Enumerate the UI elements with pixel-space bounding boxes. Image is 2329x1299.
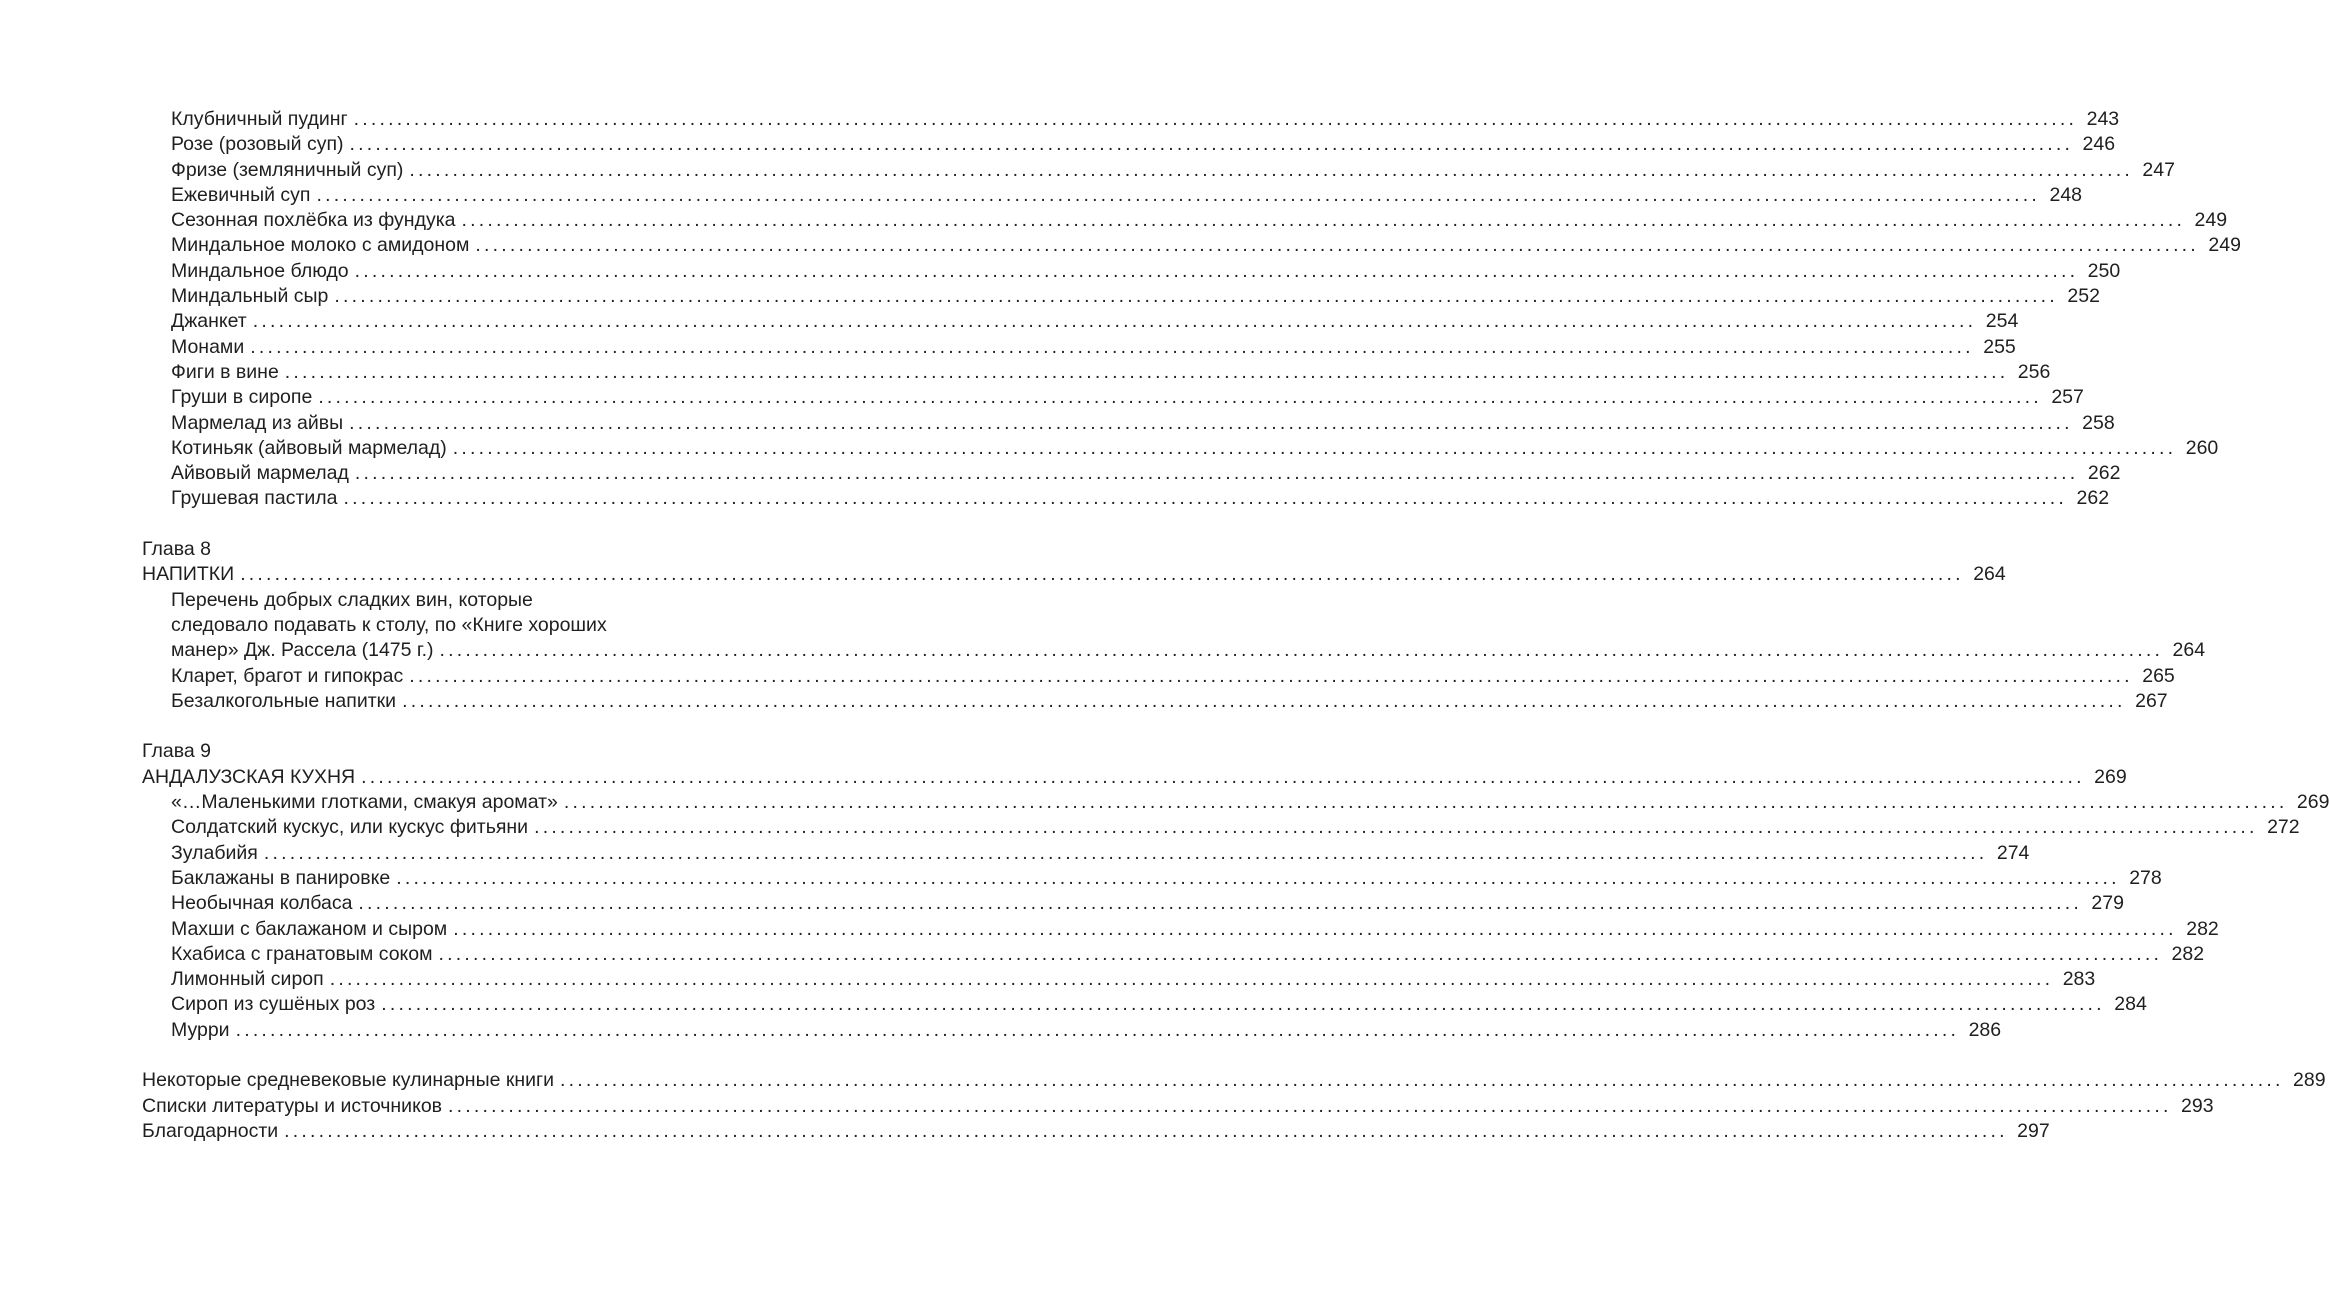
entry-title: Баклажаны в панировке [171,866,391,889]
entry-title: Миндальный сыр [171,285,329,308]
dot-leader: ........................................................................................................................................................................................................ [560,1069,2284,1092]
dot-leader: ........................................................................................................................................................................................................ [409,158,2133,181]
page-number: 254 [1985,310,2019,333]
entry-title: Солдатский кускус, или кускус фитьяни [171,816,529,839]
page-number: 278 [2129,866,2162,889]
dot-leader: ........................................................................................................................................................................................................ [284,360,2009,383]
page-number: 293 [2181,1094,2214,1117]
entry-title: Айвовый мармелад [171,462,349,485]
dot-leader: ........................................................................................................................................................................................................ [402,689,2126,712]
dot-leader: ........................................................................................................................................................................................................ [396,866,2120,889]
toc-entry[interactable] [142,866,2162,891]
page-number: 246 [2082,133,2116,156]
dot-leader: ........................................................................................................................................................................................................ [353,108,2078,130]
toc-entry[interactable] [142,360,2051,385]
dot-leader: ........................................................................................................................................................................................................ [358,892,2082,915]
page-number: 267 [2135,689,2168,712]
chapter-8-heading[interactable] [142,562,2006,587]
page-number: 284 [2114,993,2147,1016]
toc-entry-multiline-line2[interactable]: следовало подавать к столу, по «Книге хороших [171,613,607,636]
entry-title: Сезонная похлёбка из фундука [171,209,456,232]
page-number: 282 [2171,942,2205,965]
page-number: 250 [2087,259,2121,282]
page-number: 255 [1983,335,2016,358]
spacer [142,1043,723,1068]
dot-leader: ........................................................................................................................................................................................................ [448,1094,2172,1117]
entry-title: Клубничный пудинг [171,108,348,130]
toc-entry[interactable] [142,436,2219,461]
toc-entry[interactable] [142,259,2121,284]
dot-leader: ........................................................................................................................................................................................................ [250,335,1974,358]
toc-entry[interactable] [142,967,2096,992]
back-matter-entries [142,1068,2326,1144]
entry-title: Груши в сиропе [171,386,313,409]
page-number: 286 [1968,1018,2002,1041]
toc-entry[interactable] [142,132,2116,157]
dot-leader: ........................................................................................................................................................................................................ [361,765,2085,788]
entry-title: Зулабийя [171,841,258,864]
entry-title: Благодарности [142,1119,279,1142]
dot-leader: ........................................................................................................................................................................................................ [318,386,2042,409]
entry-title: Грушевая пастила [171,487,338,510]
toc-entry[interactable] [142,1018,2002,1043]
chapter-title: НАПИТКИ [142,563,235,586]
entry-title: Кхабиса с гранатовым соком [171,942,433,965]
entry-title: Ежевичный суп [171,183,311,206]
chapter-title: АНДАЛУЗСКАЯ КУХНЯ [142,765,356,788]
page-number: 248 [2049,183,2083,206]
entry-title: Миндальное блюдо [171,259,349,282]
page-number: 260 [2185,436,2219,459]
page-number: 265 [2142,664,2175,687]
page-number: 252 [2067,285,2100,308]
dot-leader: ........................................................................................................................................................................................................ [409,664,2133,687]
dot-leader: ........................................................................................................................................................................................................ [263,841,1988,864]
page-number: 257 [2051,386,2084,409]
dot-leader: ........................................................................................................................................................................................................ [439,639,2164,662]
page-number: 283 [2062,968,2096,991]
toc-entry[interactable] [142,841,2030,866]
toc-entry[interactable] [142,1119,2050,1144]
toc-entry[interactable] [142,385,2084,410]
entry-title: «…Маленькими глотками, смакуя аромат» [171,791,558,814]
dot-leader: ........................................................................................................................................................................................................ [452,436,2177,459]
dot-leader: ........................................................................................................................................................................................................ [461,209,2186,232]
entry-title: Розе (розовый суп) [171,133,344,156]
dot-leader: ........................................................................................................................................................................................................ [252,310,1977,333]
entry-title: Миндальное молоко с амидоном [171,234,470,257]
dot-leader: ........................................................................................................................................................................................................ [381,993,2105,1016]
toc-entry[interactable] [142,942,2205,967]
entry-title: Фризе (земляничный суп) [171,158,404,181]
toc-entry[interactable] [142,790,2329,815]
dot-leader: ........................................................................................................................................................................................................ [240,563,1964,586]
entry-title: Необычная колбаса [171,892,353,915]
toc-entry[interactable] [142,891,2124,916]
page-number: 264 [1973,563,2006,586]
page-number: 289 [2293,1069,2326,1092]
entry-title: Некоторые средневековые кулинарные книги [142,1069,555,1092]
toc-entry[interactable] [142,208,2228,233]
toc-entry[interactable] [142,411,2115,436]
entry-title: Махши с баклажаном и сыром [171,917,448,940]
toc-entry[interactable] [142,335,2016,360]
chapter-8-label: Глава 8 [142,538,211,561]
toc-entry-multiline-line1[interactable]: Перечень добрых сладких вин, которые [171,588,533,611]
dot-leader: ........................................................................................................................................................................................................ [475,234,2199,257]
dot-leader: ........................................................................................................................................................................................................ [334,285,2058,308]
table-of-contents [142,107,2329,1144]
dot-leader: ........................................................................................................................................................................................................ [316,183,2041,206]
page-number: 269 [2094,765,2127,788]
page-number: 258 [2082,411,2115,434]
entry-title: Джанкет [171,310,247,333]
entry-title: Мурри [171,1018,230,1041]
dot-leader: ........................................................................................................................................................................................................ [354,259,2079,282]
page-number: 247 [2142,158,2175,181]
toc-entry-multiline-line3[interactable] [142,638,2206,663]
page-number: 272 [2267,816,2300,839]
toc-entry[interactable] [142,233,2241,258]
dot-leader: ........................................................................................................................................................................................................ [284,1119,2008,1142]
dot-leader: ........................................................................................................................................................................................................ [343,487,2068,510]
entry-title: Фиги в вине [171,360,279,383]
entry-title: Лимонный сироп [171,968,324,991]
entry-title: Кларет, брагот и гипокрас [171,664,404,687]
page-number: 282 [2186,917,2219,940]
dot-leader: ........................................................................................................................................................................................................ [438,942,2163,965]
chapter-8-entries [142,664,2175,715]
toc-entry[interactable] [142,689,2168,714]
page-number: 274 [1996,841,2030,864]
dot-leader: ........................................................................................................................................................................................................ [349,133,2074,156]
page-number: 249 [2194,209,2228,232]
dot-leader: ........................................................................................................................................................................................................ [563,791,2288,814]
dot-leader: ........................................................................................................................................................................................................ [534,816,2258,839]
entry-title: Безалкогольные напитки [171,689,397,712]
toc-entry[interactable] [142,309,2019,334]
chapter-9-label: Глава 9 [142,740,211,763]
toc-entry[interactable] [142,284,2100,309]
entry-title: Сироп из сушёных роз [171,993,376,1016]
spacer [142,714,723,739]
toc-entry[interactable] [142,486,2110,511]
page-number: 264 [2172,639,2206,662]
chapter-9-entries [142,790,2329,1043]
toc-entry[interactable] [142,107,2120,132]
entry-title: манер» Дж. Рассела (1475 г.) [171,639,434,662]
page-number: 262 [2087,462,2121,485]
toc-entry[interactable] [142,1094,2214,1119]
page-number: 243 [2086,108,2120,130]
entry-title: Котиньяк (айвовый мармелад) [171,436,447,459]
toc-entry[interactable] [142,158,2175,183]
chapter-9-heading[interactable] [142,765,2127,790]
toc-entry[interactable] [142,664,2175,689]
dot-leader: ........................................................................................................................................................................................................ [354,462,2079,485]
spacer [142,512,723,537]
toc-entry[interactable] [142,183,2083,208]
page-number: 297 [2017,1119,2050,1142]
entry-title: Списки литературы и источников [142,1094,443,1117]
intro-entries [142,107,2241,512]
toc-entry[interactable] [142,917,2219,942]
toc-entry[interactable] [142,992,2147,1017]
toc-entry[interactable] [142,1068,2326,1093]
dot-leader: ........................................................................................................................................................................................................ [349,411,2073,434]
dot-leader: ........................................................................................................................................................................................................ [235,1018,1960,1041]
dot-leader: ........................................................................................................................................................................................................ [453,917,2177,940]
page-number: 262 [2076,487,2110,510]
entry-title: Мармелад из айвы [171,411,344,434]
toc-entry[interactable] [142,461,2121,486]
page-number: 249 [2208,234,2241,257]
toc-entry[interactable] [142,815,2300,840]
page-number: 256 [2017,360,2051,383]
dot-leader: ........................................................................................................................................................................................................ [329,968,2054,991]
page-number: 269 [2296,791,2329,814]
entry-title: Монами [171,335,245,358]
page-number: 279 [2091,892,2124,915]
